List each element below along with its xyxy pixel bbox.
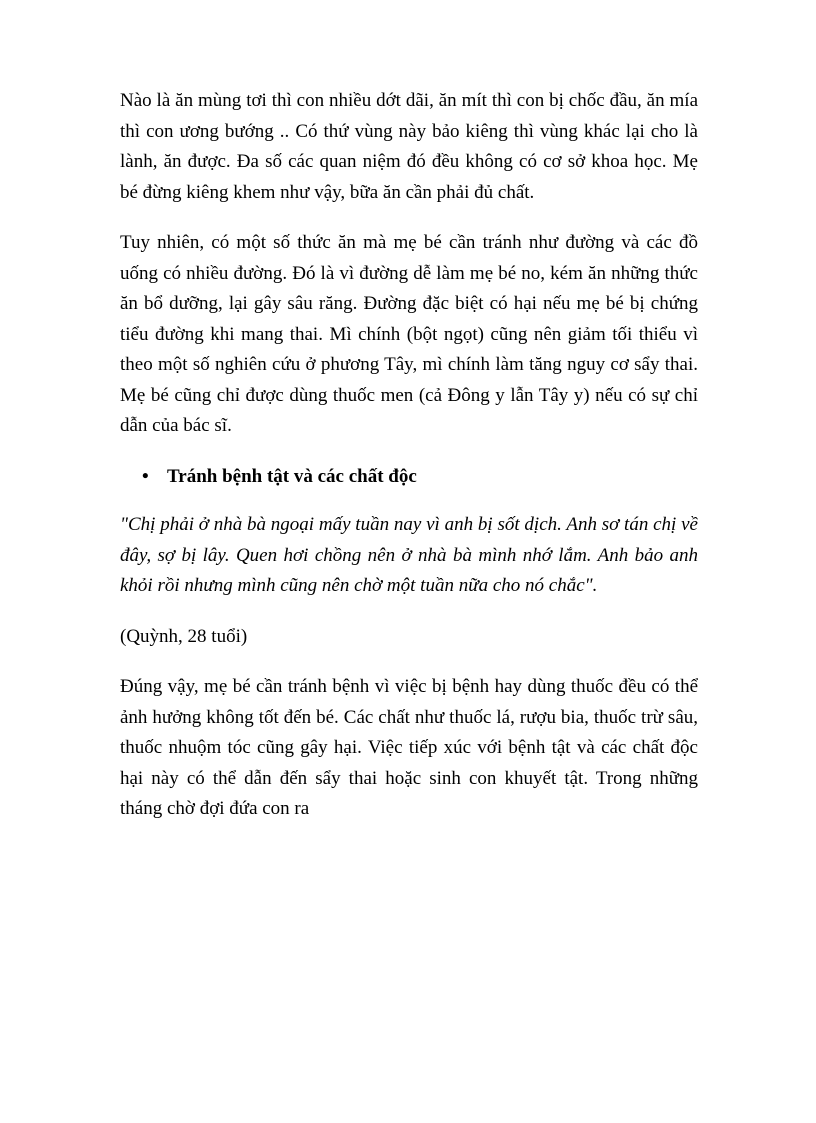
paragraph-foods-to-avoid: Tuy nhiên, có một số thức ăn mà mẹ bé cần tránh như đường và các đồ uống có nhiều đường. Đó là vì đường dễ làm mẹ bé no, kém ăn những thức ăn bổ dưỡng, lại gây sâu răng. Đường đặc biệt có hại nếu mẹ bé bị chứng tiểu đường khi mang thai. Mì chính (bột ngọt) cũng nên giảm tối thiểu vì theo một số nghiên cứu ở phương Tây, mì chính làm tăng nguy cơ sẩy thai. Mẹ bé cũng chỉ được dùng thuốc men (cả Đông y lẫn Tây y) nếu có sự chỉ dẫn của bác sĩ. [120, 232, 698, 436]
section-heading [120, 462, 698, 493]
paragraph-avoid-illness: Đúng vậy, mẹ bé cần tránh bệnh vì việc bị bệnh hay dùng thuốc đều có thể ảnh hưởng không tốt đến bé. Các chất như thuốc lá, rượu bia, thuốc trừ sâu, thuốc nhuộm tóc cũng gây hại. Việc tiếp xúc với bệnh tật và các chất độc hại này có thể dẫn đến sẩy thai hoặc sinh con khuyết tật. Trong những tháng chờ đợi đứa con ra [120, 676, 698, 819]
paragraph-dietary-taboos: Nào là ăn mùng tơi thì con nhiều dớt dãi, ăn mít thì con bị chốc đầu, ăn mía thì con ương bướng .. Có thứ vùng này bảo kiêng thì vùng khác lại cho là lành, ăn được. Đa số các quan niệm đó đều không có cơ sở khoa học. Mẹ bé đừng kiêng khem như vậy, bữa ăn cần phải đủ chất. [120, 90, 698, 203]
testimonial-quote: "Chị phải ở nhà bà ngoại mấy tuần nay vì anh bị sốt dịch. Anh sơ tán chị về đây, sợ bị lây. Quen hơi chồng nên ở nhà bà mình nhớ lắm. Anh bảo anh khỏi rồi nhưng mình cũng nên chờ một tuần nữa cho nó chắc". [120, 514, 698, 596]
bullet-icon: • [142, 465, 149, 487]
document-page [120, 86, 698, 845]
section-heading-text: Tránh bệnh tật và các chất độc [167, 465, 417, 487]
quote-attribution: (Quỳnh, 28 tuổi) [120, 625, 248, 647]
